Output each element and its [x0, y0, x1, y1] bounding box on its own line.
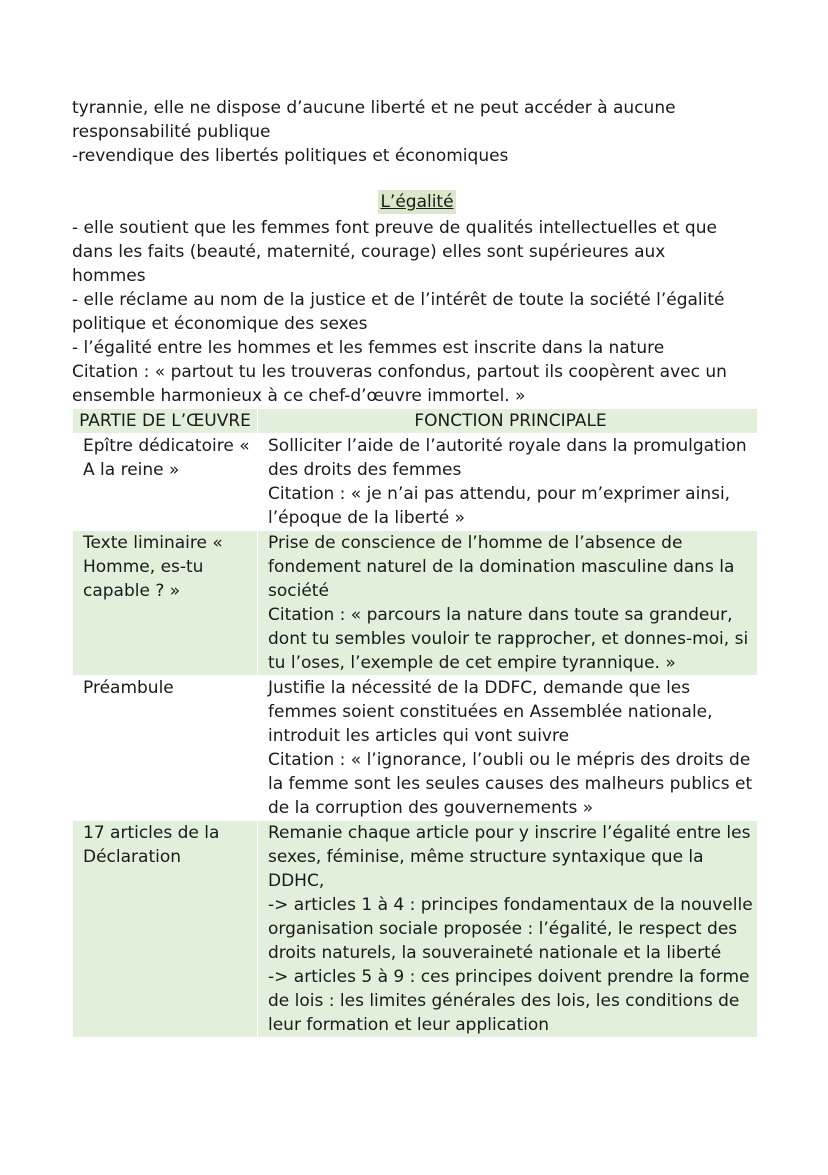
row-function-cell: [258, 821, 758, 1038]
section-line-6: - l’égalité entre les hommes et les femmes est inscrite dans la nature: [72, 338, 665, 358]
oeuvre-table: [72, 408, 758, 1038]
header-partie-label: PARTIE DE L’ŒUVRE: [79, 411, 251, 431]
header-fonction: [258, 409, 758, 434]
row-part-cell: [73, 434, 258, 531]
header-fonction-label: FONCTION PRINCIPALE: [414, 411, 607, 431]
section-line-3: hommes: [72, 266, 146, 286]
row-part: 17 articles de la Déclaration: [83, 823, 220, 867]
section-line-2: dans les faits (beauté, maternité, courage) elles sont supérieures aux: [72, 242, 666, 262]
row-function-cell: [258, 531, 758, 676]
section-line-4: - elle réclame au nom de la justice et de l’intérêt de toute la société l’égalité: [72, 290, 725, 310]
row-function: Justifie la nécessité de la DDFC, demande que les femmes soient constituées en Assemblée nationale, introduit les articles qui vont suivre Citation : « l’ignorance, l’oubli ou le mépris des droits de la femme sont les seules causes des malheurs publics et de la corruption des gouvernements »: [268, 678, 753, 818]
row-function-cell: [258, 676, 758, 821]
row-part: Préambule: [83, 678, 174, 698]
section-heading: L’égalité: [380, 192, 454, 212]
citation-line-2: ensemble harmonieux à ce chef-d’œuvre immortel. »: [72, 386, 526, 406]
intro-line-3: -revendique des libertés politiques et économiques: [72, 146, 509, 166]
section-heading-wrap: [72, 190, 762, 216]
table-row: [73, 821, 758, 1038]
row-part-cell: [73, 531, 258, 676]
row-part: Texte liminaire « Homme, es-tu capable ? »: [83, 533, 223, 601]
header-partie: [73, 409, 258, 434]
section-line-1: - elle soutient que les femmes font preuve de qualités intellectuelles et que: [72, 218, 717, 238]
table-row: [73, 531, 758, 676]
intro-line-2: responsabilité publique: [72, 122, 271, 142]
document-page: [72, 96, 762, 1038]
row-function: Remanie chaque article pour y inscrire l’égalité entre les sexes, féminise, même structure syntaxique que la DDHC, -> articles 1 à 4 : principes fondamentaux de la nouvelle organisation sociale proposée : l’égalité, le respect des droits naturels, la souveraineté nationale et la liberté -> articles 5 à 9 : ces principes doivent prendre la forme de lois : les limites générales des lois, les conditions de leur formation et leur application: [268, 823, 753, 1035]
row-function: Prise de conscience de l’homme de l’absence de fondement naturel de la domination masculine dans la société Citation : « parcours la nature dans toute sa grandeur, dont tu sembles vouloir te rapprocher, et donnes-moi, si tu l’oses, l’exemple de cet empire tyrannique. »: [268, 533, 749, 673]
citation-line-1: Citation : « partout tu les trouveras confondus, partout ils coopèrent avec un: [72, 362, 727, 382]
row-part-cell: [73, 676, 258, 821]
row-function-cell: [258, 434, 758, 531]
table-header-row: [73, 409, 758, 434]
row-part: Epître dédicatoire « A la reine »: [83, 436, 250, 480]
row-function: Solliciter l’aide de l’autorité royale dans la promulgation des droits des femmes Citation : « je n’ai pas attendu, pour m’exprimer ainsi, l’époque de la liberté »: [268, 436, 747, 528]
intro-line-1: tyrannie, elle ne dispose d’aucune liberté et ne peut accéder à aucune: [72, 98, 676, 118]
table-row: [73, 676, 758, 821]
row-part-cell: [73, 821, 258, 1038]
table-row: [73, 434, 758, 531]
section-line-5: politique et économique des sexes: [72, 314, 368, 334]
